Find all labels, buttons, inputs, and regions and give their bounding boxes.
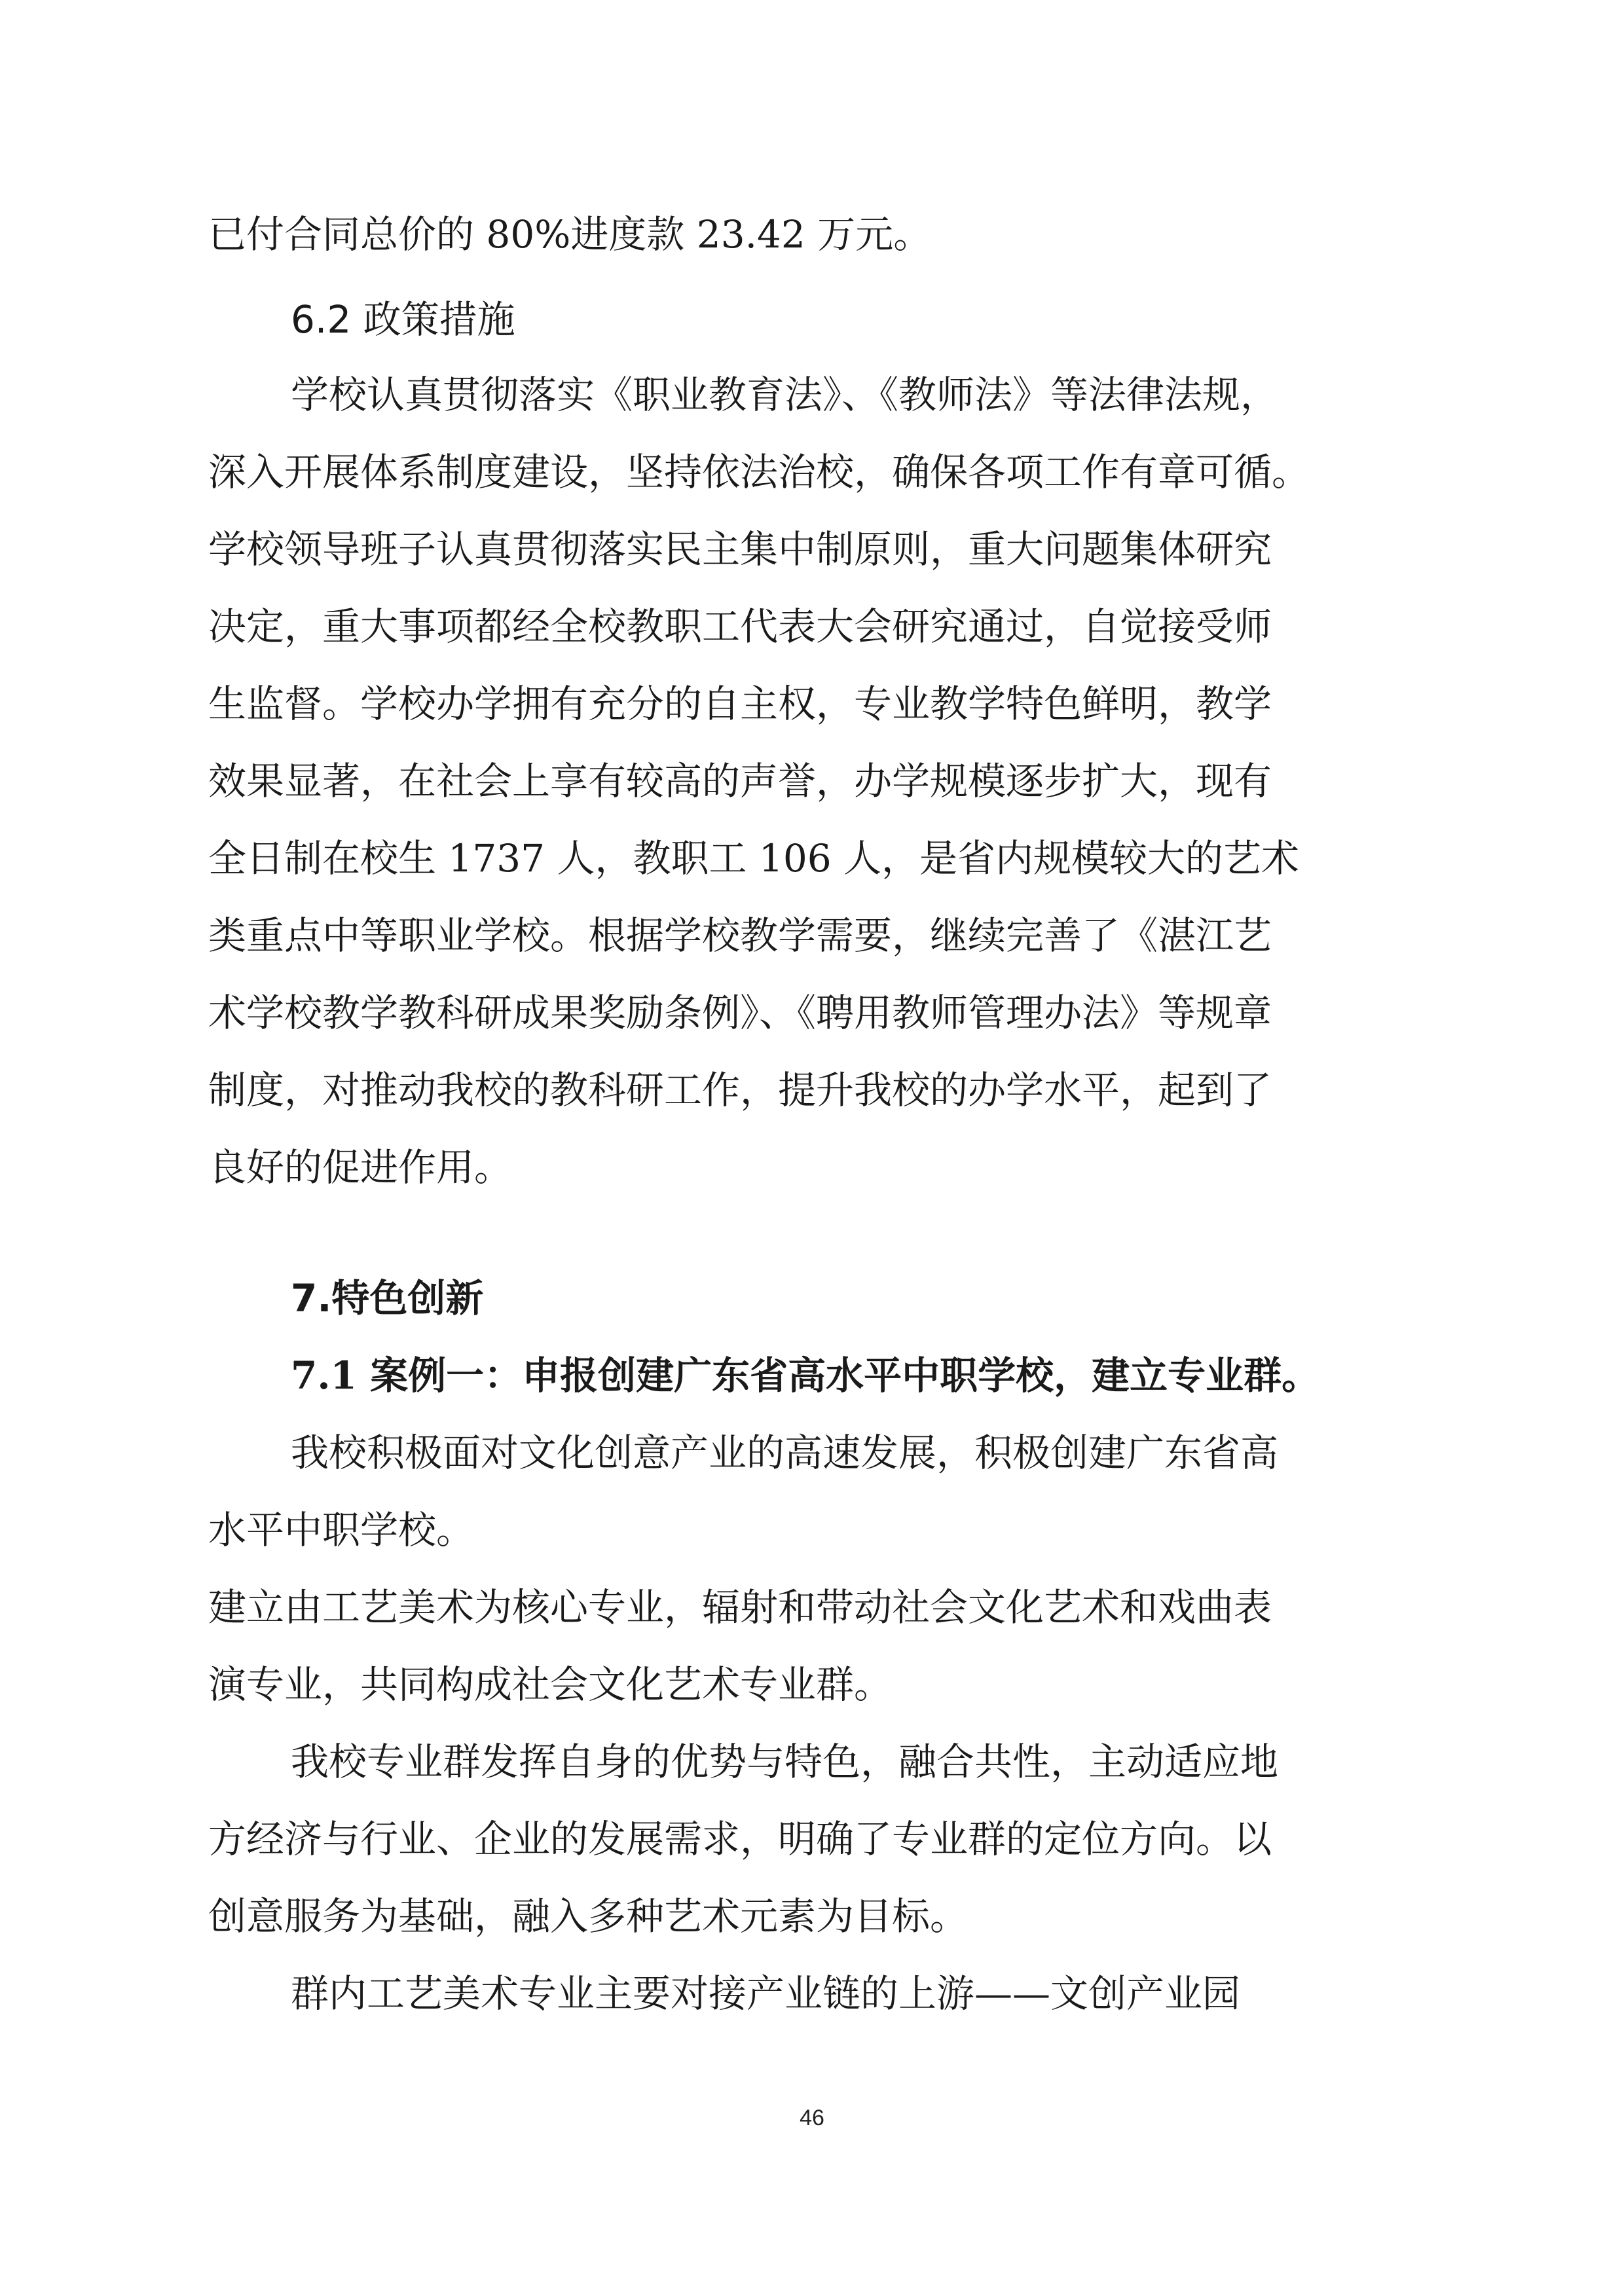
paragraph-line: 术学校教学教科研成果奖励条例》、《聘用教师管理办法》等规章 (208, 991, 1272, 1035)
paragraph-line: 全日制在校生 1737 人，教职工 106 人，是省内规模较大的艺术 (208, 836, 1300, 881)
paragraph-line: 良好的促进作用。 (208, 1145, 513, 1190)
paragraph-line: 建立由工艺美术为核心专业，辐射和带动社会文化艺术和戏曲表 (208, 1585, 1272, 1630)
paragraph-line: 方经济与行业、企业的发展需求，明确了专业群的定位方向。以 (208, 1817, 1272, 1861)
paragraph-line: 群内工艺美术专业主要对接产业链的上游——文创产业园 (291, 1971, 1241, 2016)
paragraph-line: 深入开展体系制度建设，坚持依法治校，确保各项工作有章可循。 (208, 450, 1310, 494)
paragraph-line: 水平中职学校。 (208, 1508, 475, 1552)
paragraph-line: 效果显著，在社会上享有较高的声誉，办学规模逐步扩大，现有 (208, 759, 1272, 803)
paragraph-line: 学校领导班子认真贯彻落实民主集中制原则，重大问题集体研究 (208, 527, 1272, 572)
section-heading-6-2: 6.2 政策措施 (291, 297, 515, 342)
paragraph-line: 生监督。学校办学拥有充分的自主权，专业教学特色鲜明，教学 (208, 682, 1272, 726)
paragraph-line: 已付合同总价的 80%进度款 23.42 万元。 (208, 212, 932, 257)
paragraph-line: 演专业，共同构成社会文化艺术专业群。 (208, 1662, 893, 1707)
paragraph-line: 我校专业群发挥自身的优势与特色，融合共性，主动适应地 (291, 1740, 1279, 1784)
paragraph-line: 决定，重大事项都经全校教职工代表大会研究通过，自觉接受师 (208, 604, 1272, 649)
paragraph-line: 创意服务为基础，融入多种艺术元素为目标。 (208, 1894, 969, 1939)
paragraph-line: 制度，对推动我校的教科研工作，提升我校的办学水平，起到了 (208, 1068, 1272, 1112)
section-heading-7: 7.特色创新 (291, 1276, 484, 1321)
paragraph-line: 学校认真贯彻落实《职业教育法》、《教师法》等法律法规， (291, 373, 1279, 417)
page-number: 46 (800, 2105, 824, 2130)
case-heading-7-1: 7.1 案例一：申报创建广东省高水平中职学校，建立专业群。 (291, 1353, 1320, 1398)
paragraph-line: 类重点中等职业学校。根据学校教学需要，继续完善了《湛江艺 (208, 913, 1272, 958)
paragraph-line: 我校积极面对文化创意产业的高速发展，积极创建广东省高 (291, 1430, 1279, 1475)
